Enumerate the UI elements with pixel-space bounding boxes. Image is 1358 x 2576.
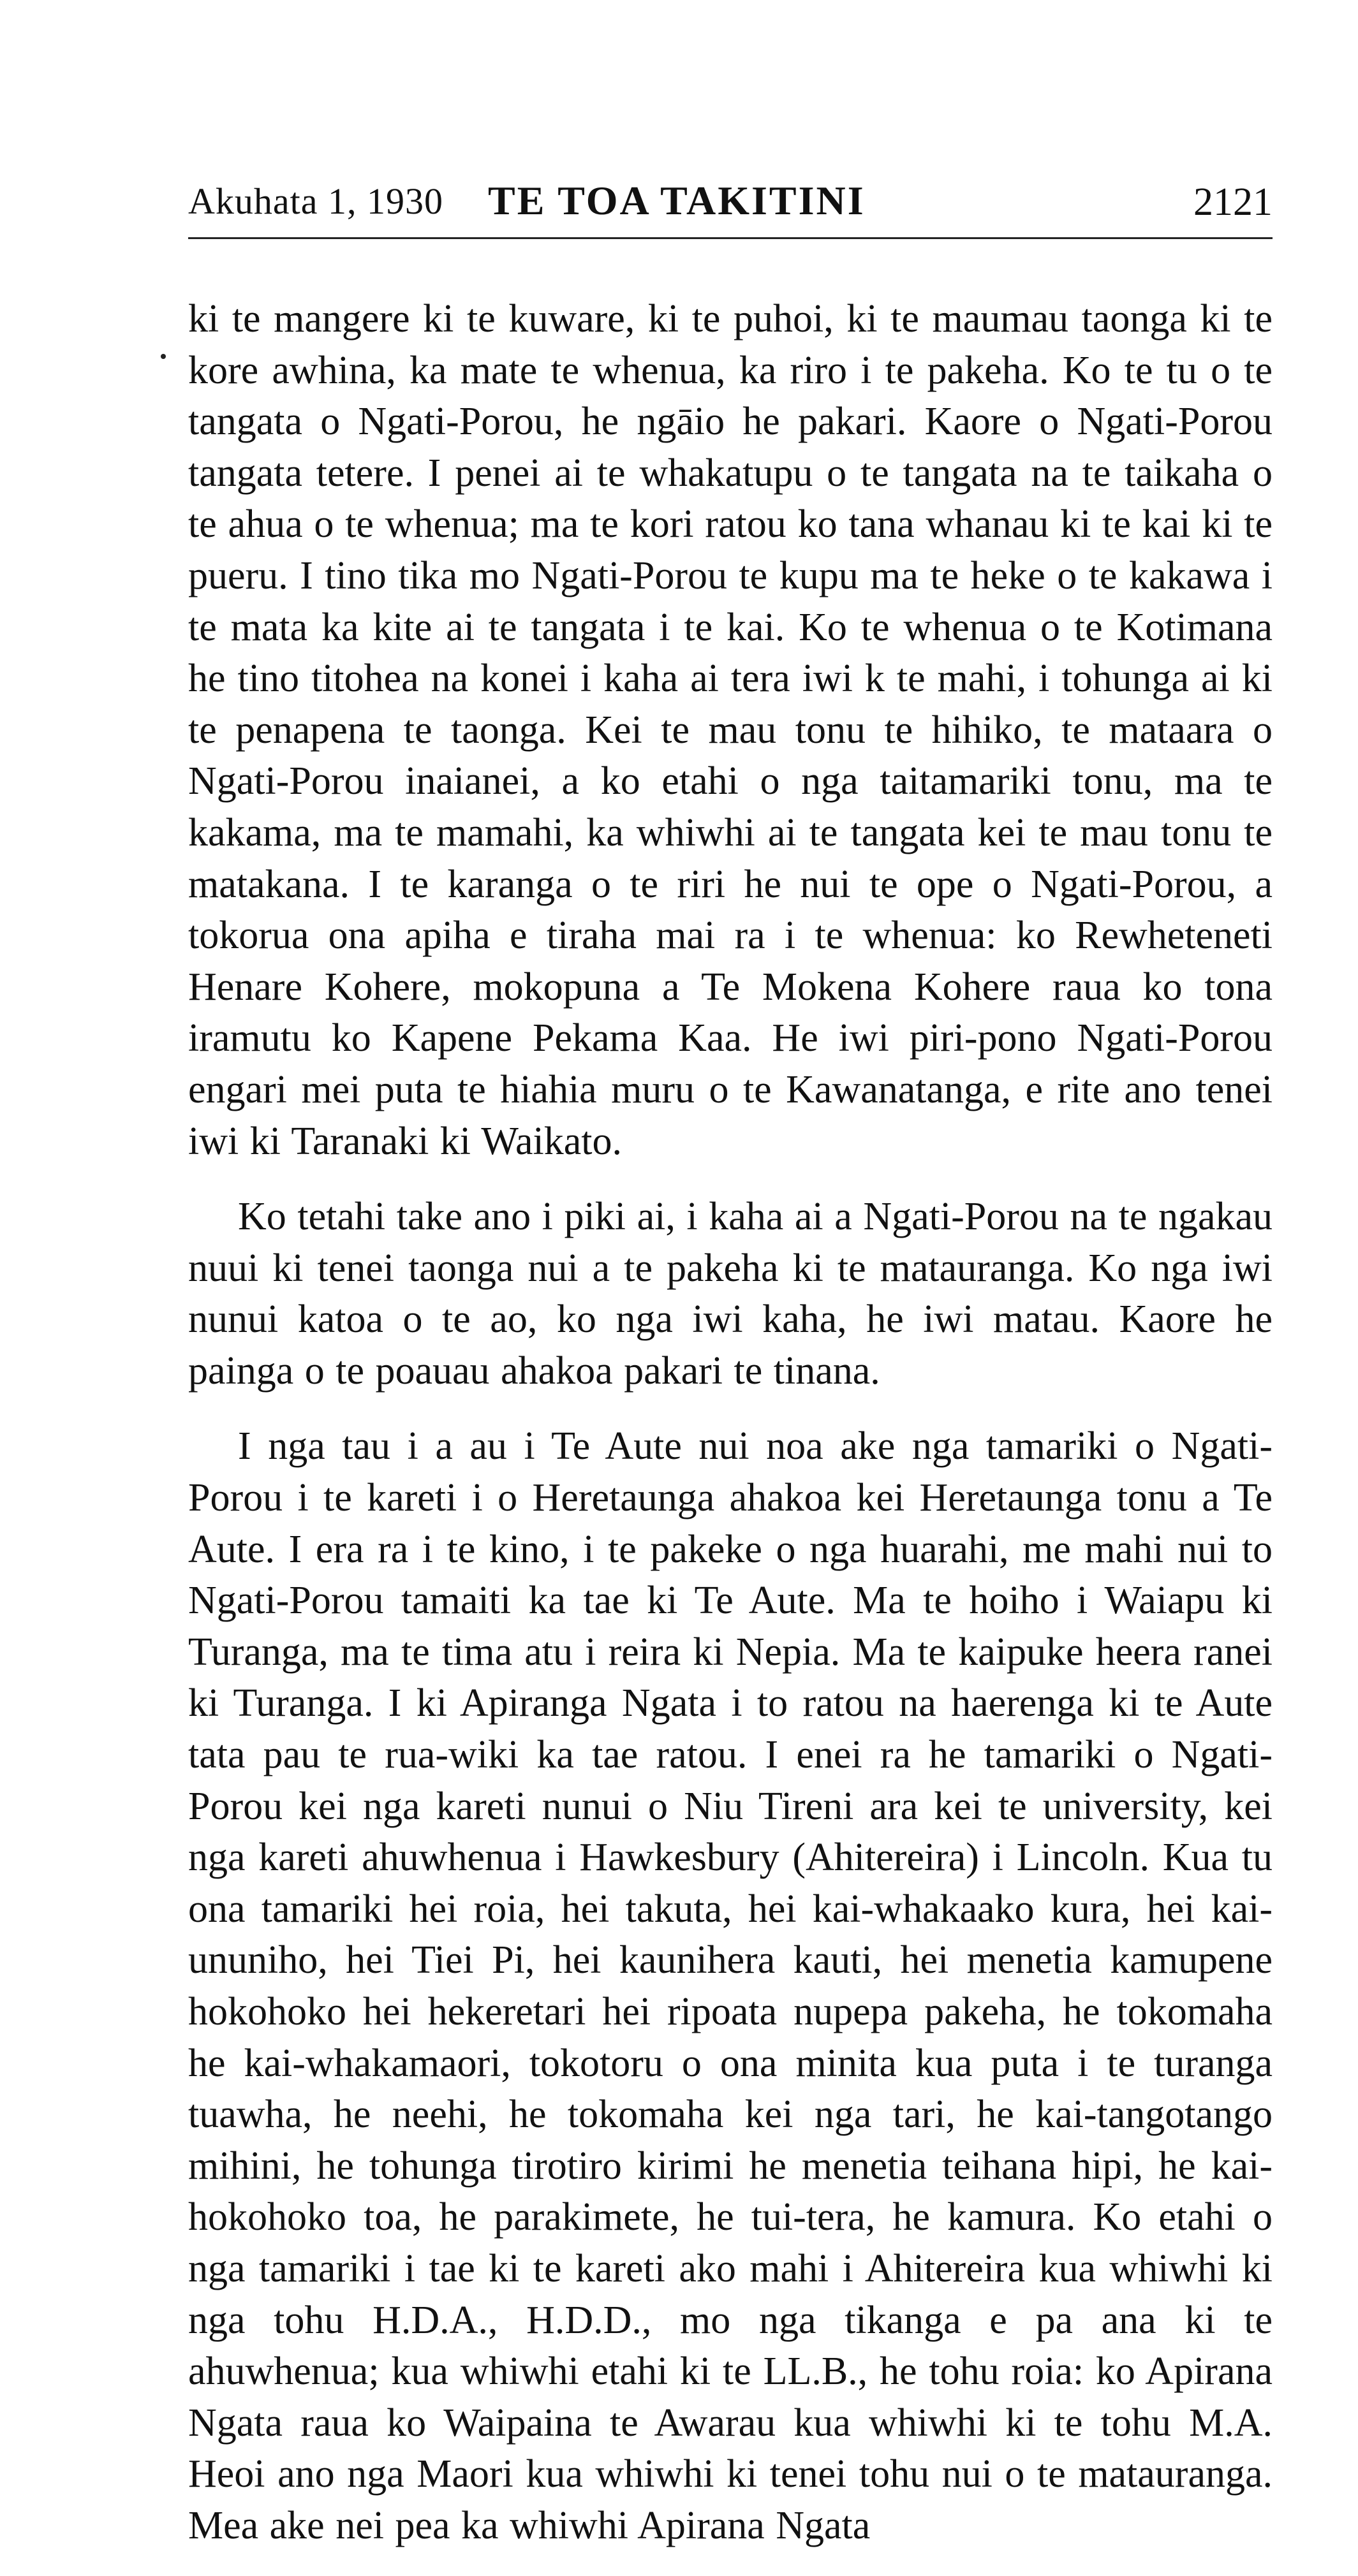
running-head bbox=[188, 180, 1273, 231]
header-rule bbox=[188, 237, 1273, 239]
page-number: 2121 bbox=[1193, 180, 1273, 224]
margin-mark bbox=[161, 354, 166, 359]
paragraph-2: Ko tetahi take ano i piki ai, i kaha ai a Ngati-Porou na te ngakau nuui ki tenei taonga nui a te pakeha ki te matauranga. Ko nga iwi nunui katoa o te ao, ko nga iwi kaha, he iwi matau. Kaore he painga o te poauau ahakoa pakari te tinana. bbox=[188, 1195, 1273, 1393]
header-date: Akuhata 1, 1930 bbox=[188, 180, 443, 222]
paragraph-1: ki te mangere ki te kuware, ki te puhoi, ki te maumau taonga ki te kore awhina, ka mate te whenua, ka riro i te pakeha. Ko te tu o te tangata o Ngati-Porou, he ngāio he pakari. Kaore o Ngati-Porou tangata tetere. I penei ai te whakatupu o te tangata na te taikaha o te ahua o te whenua; ma te kori ratou ko tana whanau ki te kai ki te pueru. I tino tika mo Ngati-Porou te kupu ma te heke o te kakawa i te mata ka kite ai te tangata i te kai. Ko te whenua o te Kotimana he tino titohea na konei i kaha ai tera iwi k te mahi, i tohunga ai ki te penapena te taonga. Kei te mau tonu te hihiko, te mataara o Ngati-Porou inaianei, a ko etahi o nga taitamariki tonu, ma te kakama, ma te mamahi, ka whiwhi ai te tangata kei te mau tonu te matakana. I te karanga o te riri he nui te ope o Ngati-Porou, a tokorua ona apiha e tiraha mai ra i te whenua: ko Rewheteneti Henare Kohere, mokopuna a Te Mokena Kohere raua ko tona iramutu ko Kapene Pekama Kaa. He iwi piri-pono Ngati-Porou engari mei puta te hiahia muru o te Kawanatanga, e rite ano tenei iwi ki Taranaki ki Waikato. bbox=[188, 297, 1273, 1163]
body-text bbox=[188, 293, 1273, 2576]
journal-title: TE TOA TAKITINI bbox=[488, 178, 866, 223]
paragraph-3: I nga tau i a au i Te Aute nui noa ake nga tamariki o Ngati-Porou i te kareti i o Heretaunga ahakoa kei Heretaunga tonu a Te Aute. I era ra i te kino, i te pakeke o nga huarahi, me mahi nui to Ngati-Porou tamaiti ka tae ki Te Aute. Ma te hoiho i Waiapu ki Turanga, ma te tima atu i reira ki Nepia. Ma te kaipuke heera ranei ki Turanga. I ki Apiranga Ngata i to ratou na haerenga ki te Aute tata pau te rua-wiki ka tae ratou. I enei ra he tamariki o Ngati-Porou kei nga kareti nunui o Niu Tireni ara kei te university, kei nga kareti ahuwhenua i Hawkesbury (Ahitereira) i Lincoln. Kua tu ona tamariki hei roia, hei takuta, hei kai-whakaako kura, hei kai-ununiho, hei Tiei Pi, hei kaunihera kauti, hei menetia kamupene hokohoko hei hekeretari hei ripoata nupepa pakeha, he tokomaha he kai-whakamaori, tokotoru o ona minita kua puta i te turanga tuawha, he neehi, he tokomaha kei nga tari, he kai-tangotango mihini, he tohunga tirotiro kirimi he menetia teihana hipi, he kai-hokohoko toa, he parakimete, he tui-tera, he kamura. Ko etahi o nga tamariki i tae ki te kareti ako mahi i Ahitereira kua whiwhi ki nga tohu H.D.A., H.D.D., mo nga tikanga e pa ana ki te ahuwhenua; kua whiwhi etahi ki te LL.B., he tohu roia: ko Apirana Ngata raua ko Waipaina te Awarau kua whiwhi ki te tohu M.A. Heoi ano nga Maori kua whiwhi ki tenei tohu nui o te matauranga. Mea ake nei pea ka whiwhi Apirana Ngata bbox=[188, 1424, 1273, 2547]
